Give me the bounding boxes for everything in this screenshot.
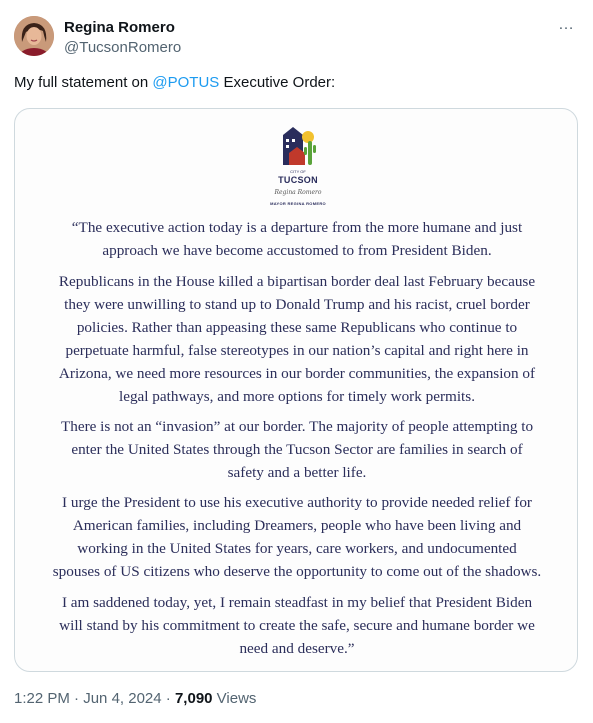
statement-paragraph-1 <box>15 216 578 262</box>
tweet-text-start: My full statement on <box>14 74 153 91</box>
statement-line: American families, including Dreamers, people who have been living and <box>72 517 522 534</box>
statement-line: perpetuate harmful, false stereotypes in our nation’s capital and right here in <box>65 342 529 359</box>
meta-separator: · <box>69 690 84 707</box>
mayor-signature: Regina Romero <box>274 189 322 196</box>
statement-line: There is not an “invasion” at our border. The majority of people attempting to <box>60 418 534 435</box>
statement-line: I am saddened today, yet, I remain steadfast in my belief that President Biden <box>61 594 533 611</box>
logo-mayor-name: MAYOR REGINA ROMERO <box>270 201 326 206</box>
statement-line: will stand by his commitment to create the safe, secure and humane border we <box>59 617 535 634</box>
statement-line: legal pathways, and more options for timely work permits. <box>119 388 475 405</box>
city-of-tucson-logo <box>270 123 326 213</box>
logo-city-of: CITY OF <box>290 169 306 174</box>
views-count: 7,090 <box>174 690 213 707</box>
tweet-date[interactable]: Jun 4, 2024 <box>83 690 162 707</box>
statement-line: Republicans in the House killed a bipartisan border deal last February because <box>58 273 536 290</box>
statement-paragraph-5 <box>15 591 578 660</box>
author-handle[interactable]: @TucsonRomero <box>64 39 182 56</box>
mention-link[interactable]: @POTUS <box>152 74 220 91</box>
tweet-text-end: Executive Order: <box>219 74 336 91</box>
statement-line: I urge the President to use his executive authority to provide needed relief for <box>62 494 532 511</box>
author-name[interactable]: Regina Romero <box>64 19 175 36</box>
statement-paragraph-2 <box>15 270 578 408</box>
statement-line: Arizona, we need more resources in our border communities, the expansion of <box>58 365 536 382</box>
avatar[interactable] <box>14 16 54 56</box>
statement-line: enter the United States through the Tucson Sector are families in search of <box>71 441 523 458</box>
statement-paragraph-3 <box>15 415 578 484</box>
statement-line: need and deserve.” <box>239 640 355 657</box>
statement-paragraph-4 <box>15 491 578 583</box>
tweet-header <box>14 16 579 60</box>
avatar-portrait <box>14 16 54 56</box>
tweet-text <box>14 74 335 91</box>
statement-line: policies. Rather than appeasing these same Republicans who continue to <box>76 319 518 336</box>
statement-line: they were unwilling to stand up to Donald Trump and his racist, cruel border <box>64 296 530 313</box>
statement-line: approach we have become accustomed to from President Biden. <box>102 242 492 259</box>
views-label: Views <box>212 690 257 707</box>
statement-line: spouses of US citizens who deserve the opportunity to come out of the shadows. <box>52 563 542 580</box>
statement-line: safety and a better life. <box>227 464 367 481</box>
statement-image[interactable] <box>14 108 578 672</box>
tweet-meta <box>14 690 256 707</box>
meta-separator: · <box>161 690 175 707</box>
statement-line: working in the United States for years, care workers, and undocumented <box>77 540 517 557</box>
more-options-icon[interactable]: … <box>558 16 575 33</box>
tweet-time[interactable]: 1:22 PM <box>14 690 70 707</box>
tucson-emblem-icon <box>273 123 323 169</box>
logo-tucson: TUCSON <box>278 175 318 185</box>
statement-line: “The executive action today is a departure from the more humane and just <box>71 219 523 236</box>
